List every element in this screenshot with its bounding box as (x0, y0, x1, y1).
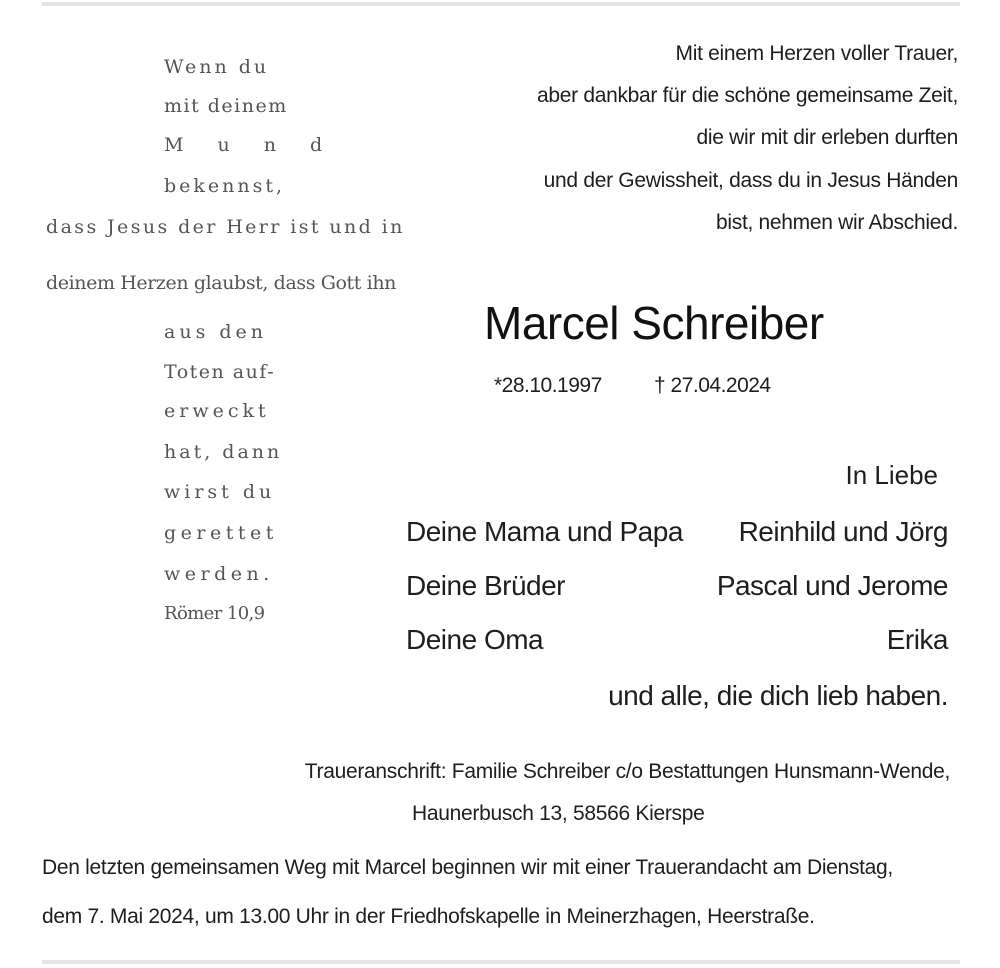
service-info: Den letzten gemeinsamen Weg mit Marcel beginnen wir mit einer Trauerandacht am Dienstag, (42, 856, 893, 879)
intro-line: Mit einem Herzen voller Trauer, (675, 42, 958, 65)
mourner-relation: Deine Oma (406, 624, 544, 655)
verse-line: gerettet (164, 522, 278, 544)
verse-line: hat, dann (164, 441, 283, 463)
death-date: † 27.04.2024 (654, 374, 771, 397)
mourner-relation: Deine Brüder (406, 570, 565, 601)
verse-line: M u n d (164, 134, 337, 156)
top-divider (42, 2, 960, 6)
mourner-names: Erika (886, 624, 948, 655)
verse-line: Toten auf- (164, 361, 276, 383)
intro-line: bist, nehmen wir Abschied. (716, 211, 958, 234)
bottom-divider (42, 960, 960, 964)
mourner-names: Reinhild und Jörg (738, 516, 948, 547)
verse-line: werden. (164, 563, 274, 585)
intro-line: aber dankbar für die schöne gemeinsame Zeit, (536, 84, 958, 107)
verse-line: deinem Herzen glaubst, dass Gott ihn (46, 272, 396, 294)
mourning-address: Traueranschrift: Familie Schreiber c/o Bestattungen Hunsmann-Wende, (304, 760, 950, 783)
intro-line: und der Gewissheit, dass du in Jesus Händen (543, 169, 958, 192)
birth-date: *28.10.1997 (494, 374, 602, 397)
verse-line: bekennst, (164, 175, 286, 197)
verse-line: wirst du (164, 481, 276, 503)
mourner-names: Pascal und Jerome (716, 570, 948, 601)
mourner-relation: Deine Mama und Papa (406, 516, 683, 547)
intro-line: die wir mit dir erleben durften (696, 126, 958, 149)
deceased-name: Marcel Schreiber (484, 297, 824, 349)
verse-line: Wenn du (164, 56, 270, 78)
verse-reference: Römer 10,9 (164, 603, 265, 624)
mourning-address-street: Haunerbusch 13, 58566 Kierspe (412, 802, 705, 825)
mourners-closing: und alle, die dich lieb haben. (608, 680, 948, 711)
verse-line: erweckt (164, 400, 270, 422)
verse-line: mit deinem (164, 95, 288, 117)
service-info: dem 7. Mai 2024, um 13.00 Uhr in der Friedhofskapelle in Meinerzhagen, Heerstraße. (42, 905, 815, 928)
verse-line: aus den (164, 321, 267, 343)
in-love-label: In Liebe (845, 460, 938, 490)
verse-line: dass Jesus der Herr ist und in (46, 216, 405, 238)
